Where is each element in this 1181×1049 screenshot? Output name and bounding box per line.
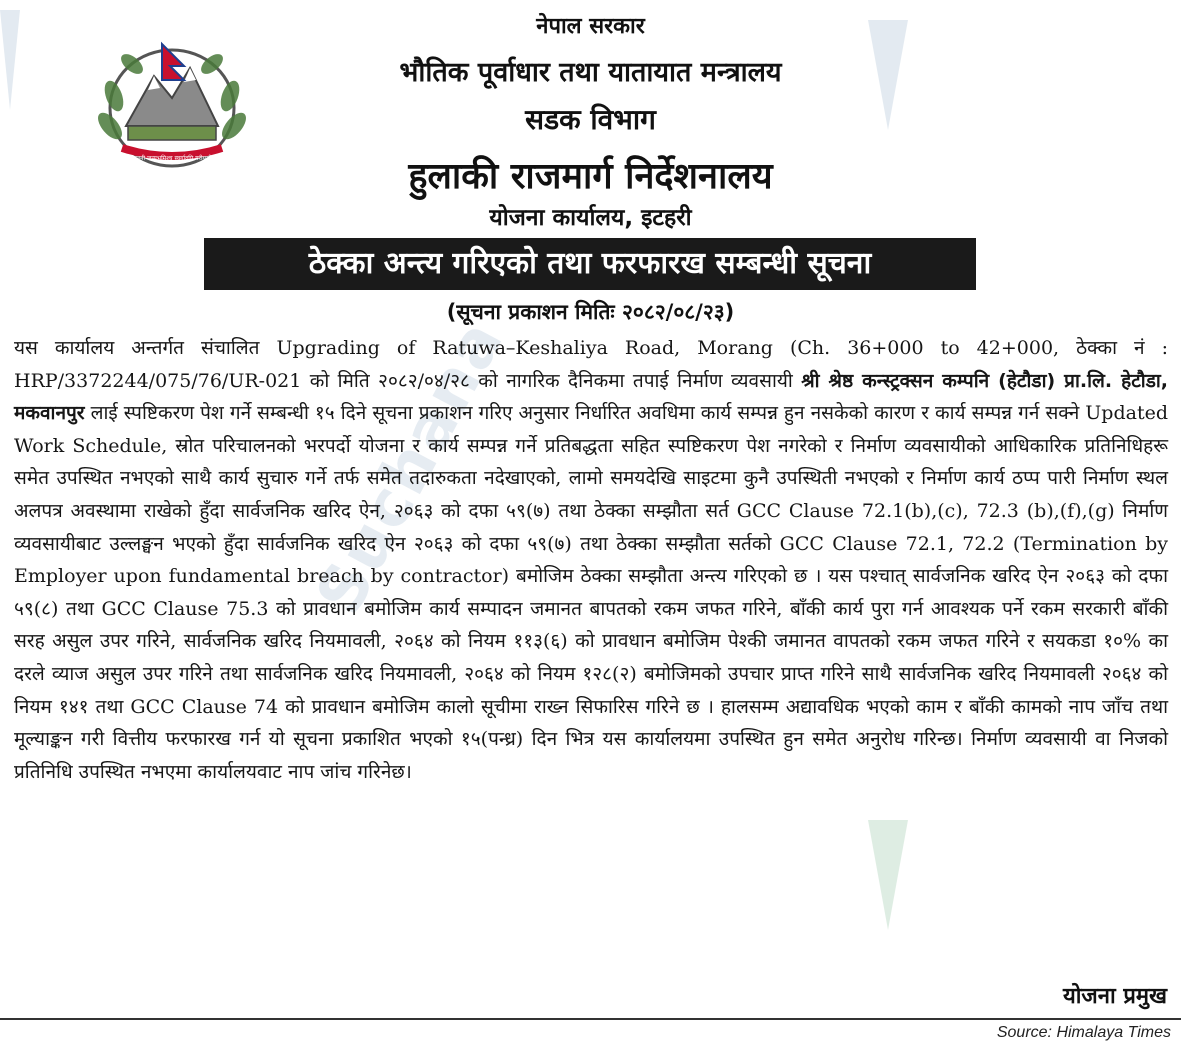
source-credit: Source: Himalaya Times xyxy=(996,1024,1171,1041)
notice-title-banner: ठेक्का अन्त्य गरिएको तथा फरफारख सम्बन्धी सूचना xyxy=(204,238,976,290)
watermark-triangle-icon xyxy=(868,820,908,930)
header-office: योजना कार्यालय, इटहरी xyxy=(489,205,692,231)
notice-header xyxy=(0,0,1181,230)
signature-title: योजना प्रमुख xyxy=(1062,984,1167,1009)
watermark-text: Suchana xyxy=(302,307,519,627)
header-directorate: हुलाकी राजमार्ग निर्देशनालय xyxy=(408,156,773,197)
notice-body-part1: यस कार्यालय अन्तर्गत संचालित Upgrading of Ratuwa–Keshaliya Road, Morang (Ch. 36+000 to 42+000, ठेक्का नं : HRP/3372244/075/76/UR-021 को मिति २०८२/०४/२८ को नागरिक दैनिकमा तपाई निर्माण व्यवसायी xyxy=(14,337,1168,392)
header-department: सडक विभाग xyxy=(525,103,656,136)
publication-date: (सूचना प्रकाशन मितिः २०८२/०८/२३) xyxy=(446,300,735,324)
notice-body xyxy=(14,332,1168,788)
header-ministry: भौतिक पूर्वाधार तथा यातायात मन्त्रालय xyxy=(399,57,782,88)
emblem-motto-text: जननी जन्मभूमिश्च स्वर्गादपि गरीयसी xyxy=(132,155,212,162)
footer-divider xyxy=(0,1018,1181,1020)
notice-body-part2: लाई स्पष्टिकरण पेश गर्ने सम्बन्धी १५ दिने सूचना प्रकाशन गरिए अनुसार निर्धारित अवधिमा कार्य सम्पन्न हुन नसकेको कारण र कार्य सम्पन्न गर्न सक्ने Updated Work Schedule, स्रोत परिचालनको भरपर्दो योजना र कार्य सम्पन्न गर्ने प्रतिबद्धता सहित स्पष्टिकरण पेश नगरेको र निर्माण व्यवसायीको आधिकारिक प्रतिनिधिहरू समेत उपस्थित नभएको साथै कार्य सुचारु गर्ने तर्फ समेत तदारुकता नदेखाएको, लामो समयदेखि साइटमा कुनै उपस्थिती नभएको र निर्माण कार्य ठप्प पारी निर्माण स्थल अलपत्र अवस्थामा राखेको हुँदा सार्वजनिक खरिद ऐन, २०६३ को दफा ५९(७) तथा ठेक्का सम्झौता सर्त GCC Clause 72.1(b),(c), 72.3 (b),(f),(g) निर्माण व्यवसायीबाट उल्लङ्घन भएको हुँदा सार्वजनिक खरिद ऐन २०६३ को दफा ५९(७) तथा ठेक्का सम्झौता सर्तको GCC Clause 72.1, 72.2 (Termination by Employer upon fundamental breach by contractor) बमोजिम ठेक्का सम्झौता अन्त्य गरिएको छ । यस पश्चात् सार्वजनिक खरिद ऐन २०६३ को दफा ५९(८) तथा GCC Clause 75.3 को प्रावधान बमोजिम कार्य सम्पादन जमानत बापतको रकम जफत गरिने, बाँकी कार्य पुरा गर्न आवश्यक पर्ने रकम सरकारी बाँकी सरह असुल उपर गरिने, सार्वजनिक खरिद नियमावली, २०६४ को नियम ११३(६) को प्रावधान बमोजिम पेश्की जमानत वापतको रकम जफत गरिने र सयकडा १०% का दरले व्याज असुल उपर गरिने तथा सार्वजनिक खरिद नियमावली, २०६४ को नियम १२८(२) बमोजिमको उपचार प्राप्त गरिने साथै सार्वजनिक खरिद नियमावली २०६४ को नियम १४१ तथा GCC Clause 74 को प्रावधान बमोजिम कालो सूचीमा राख्न सिफारिस गरिने छ । हालसम्म अद्यावधिक भएको काम र बाँकी कामको नाप जाँच तथा मूल्याङ्कन गरी वित्तीय फरफारख गर्न यो सूचना प्रकाशित भएको १५(पन्ध्र) दिन भित्र यस कार्यालयमा उपस्थित हुन समेत अनुरोध गरिन्छ। निर्माण व्यवसायी वा निजको प्रतिनिधि उपस्थित नभएमा कार्यालयवाट नाप जांच गरिनेछ। xyxy=(14,402,1168,783)
header-country: नेपाल सरकार xyxy=(536,14,645,39)
contractor-name: श्री श्रेष्ठ कन्स्ट्रक्सन कम्पनि (हेटौडा) प्रा.लि. हेटौडा, मकवानपुर xyxy=(14,369,1169,425)
